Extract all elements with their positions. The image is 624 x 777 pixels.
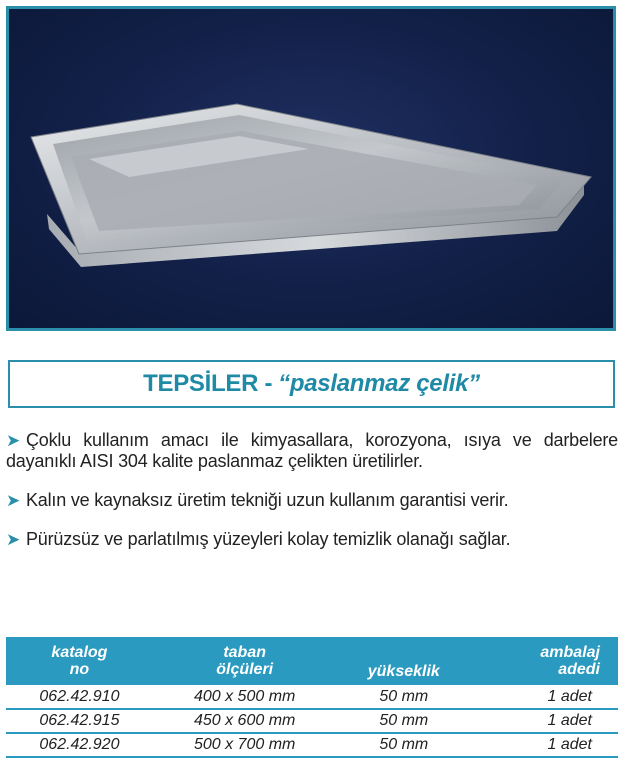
table-row bbox=[6, 733, 618, 757]
header-base-dimensions: taban ölçüleri bbox=[153, 637, 337, 685]
cell-catalog-no: 062.42.910 bbox=[6, 685, 153, 709]
chevron-right-icon: ➤ bbox=[6, 491, 21, 510]
stainless-steel-tray-image bbox=[9, 9, 613, 328]
table-row bbox=[6, 709, 618, 733]
cell-base-dimensions: 400 x 500 mm bbox=[153, 685, 337, 709]
cell-catalog-no: 062.42.920 bbox=[6, 733, 153, 757]
product-photo bbox=[6, 6, 616, 331]
feature-text: Kalın ve kaynaksız üretim tekniği uzun kullanım garantisi verir. bbox=[26, 490, 509, 510]
cell-base-dimensions: 500 x 700 mm bbox=[153, 733, 337, 757]
chevron-right-icon: ➤ bbox=[6, 530, 21, 549]
page-title bbox=[8, 360, 615, 408]
cell-base-dimensions: 450 x 600 mm bbox=[153, 709, 337, 733]
product-table bbox=[6, 637, 618, 758]
feature-item bbox=[6, 430, 618, 472]
table-header-row bbox=[6, 637, 618, 685]
table-row bbox=[6, 685, 618, 709]
cell-package-qty: 1 adet bbox=[471, 733, 618, 757]
cell-package-qty: 1 adet bbox=[471, 709, 618, 733]
cell-package-qty: 1 adet bbox=[471, 685, 618, 709]
cell-catalog-no: 062.42.915 bbox=[6, 709, 153, 733]
feature-text: Çoklu kullanım amacı ile kimyasallara, korozyona, ısıya ve darbelere dayanıklı AISI 304 kalite paslanmaz çelikten üretilirler. bbox=[6, 430, 618, 471]
cell-height: 50 mm bbox=[336, 685, 471, 709]
cell-height: 50 mm bbox=[336, 733, 471, 757]
feature-text: Pürüzsüz ve parlatılmış yüzeyleri kolay temizlik olanağı sağlar. bbox=[26, 529, 511, 549]
feature-item bbox=[6, 490, 618, 511]
header-catalog-no: katalog no bbox=[6, 637, 153, 685]
feature-list bbox=[6, 430, 618, 568]
feature-item bbox=[6, 529, 618, 550]
chevron-right-icon: ➤ bbox=[6, 431, 21, 450]
title-subtitle: “paslanmaz çelik” bbox=[278, 370, 480, 397]
header-height: yükseklik bbox=[336, 637, 471, 685]
header-package-qty: ambalaj adedi bbox=[471, 637, 618, 685]
title-main: TEPSİLER - bbox=[143, 370, 273, 397]
cell-height: 50 mm bbox=[336, 709, 471, 733]
